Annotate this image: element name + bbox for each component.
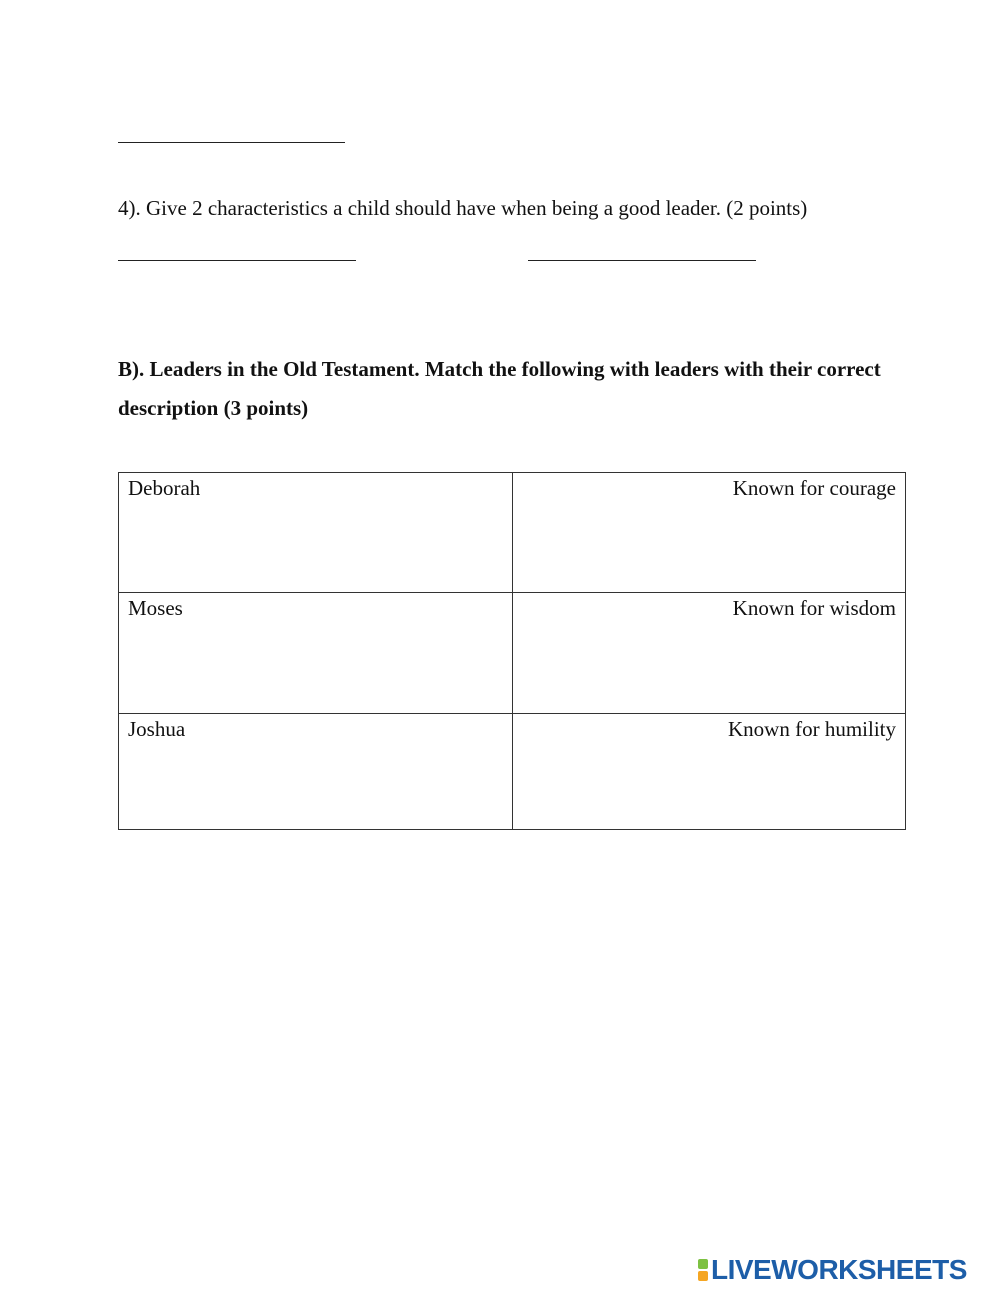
- answer-line-characteristic-2[interactable]: [528, 260, 756, 261]
- answer-line-characteristic-1[interactable]: [118, 260, 356, 261]
- leader-cell[interactable]: Moses: [119, 593, 513, 714]
- leader-cell[interactable]: Joshua: [119, 714, 513, 830]
- description-cell[interactable]: Known for wisdom: [512, 593, 906, 714]
- table-row: [119, 714, 906, 830]
- section-b-heading: B). Leaders in the Old Testament. Match the following with leaders with their correct description (3 points): [118, 357, 881, 420]
- liveworksheets-logo-icon: [698, 1259, 708, 1281]
- table-row: [119, 473, 906, 593]
- answer-line-previous[interactable]: [118, 142, 345, 143]
- table-row: [119, 593, 906, 714]
- leader-cell[interactable]: Deborah: [119, 473, 513, 593]
- description-cell[interactable]: Known for courage: [512, 473, 906, 593]
- liveworksheets-brand: [698, 1254, 967, 1286]
- question-4: 4). Give 2 characteristics a child should have when being a good leader. (2 points): [118, 196, 808, 220]
- brand-name: LIVEWORKSHEETS: [711, 1254, 967, 1285]
- description-cell[interactable]: Known for humility: [512, 714, 906, 830]
- matching-table: [118, 472, 906, 830]
